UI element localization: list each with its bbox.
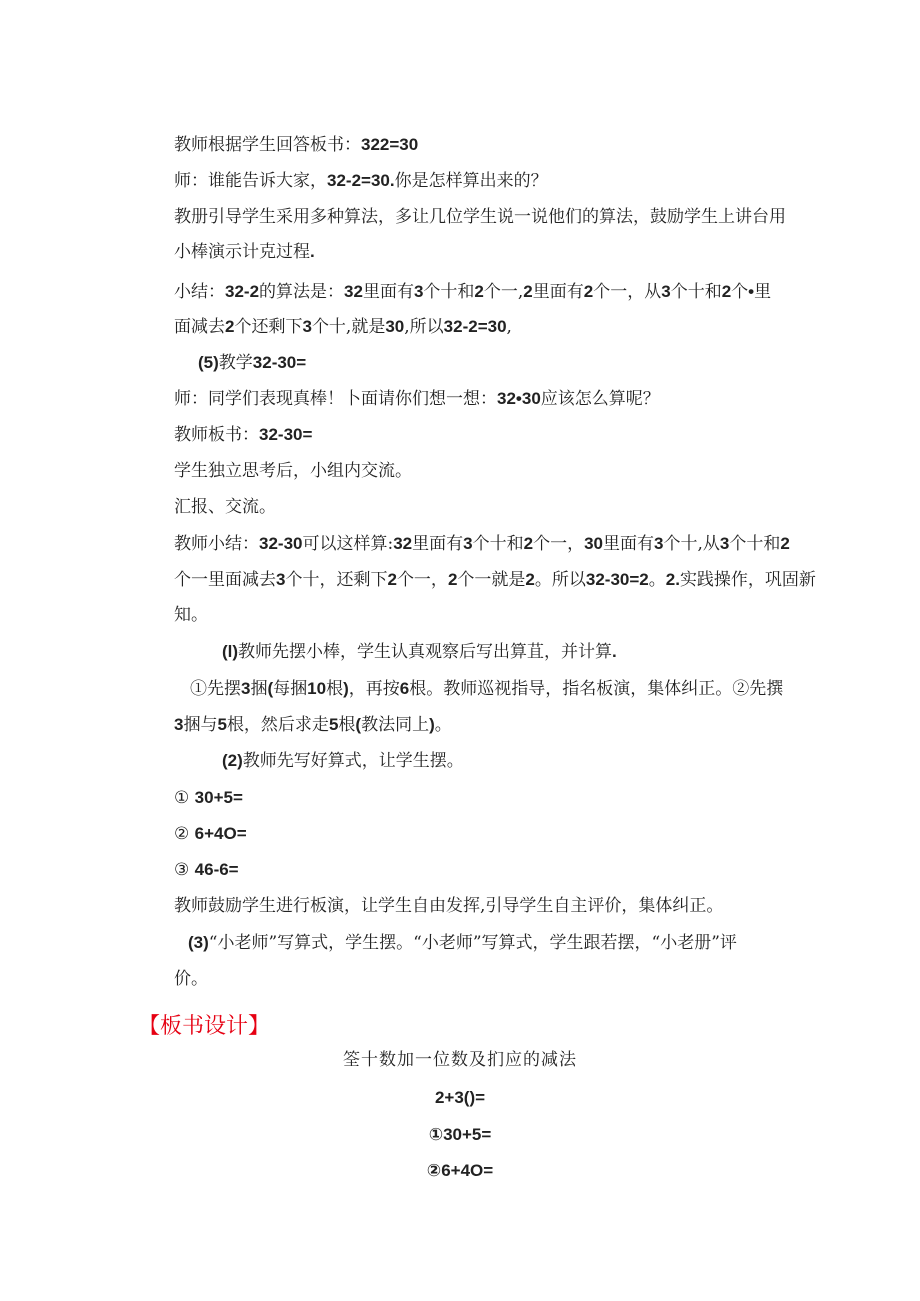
text-line: ①先摆3捆(每捆10根)，再按6根。教师巡视指导，指名板演，集体纠正。②先撰 [190, 679, 784, 699]
text-line: 汇报、交流。 [174, 497, 276, 517]
section-subheading: (5)教学32-30= [198, 353, 307, 373]
text-line: 教师小结：32-30可以这样算:32里面有3个十和2个一，30里面有3个十,从3个十和2 [174, 534, 790, 554]
text-line: 个一里面减去3个十，还剩下2个一，2个一就是2。所以32-30=2。2.实践操作，巩固新 [174, 570, 816, 590]
board-title: 筌十数加一位数及扪应的减法 [343, 1050, 577, 1070]
text-line: (2)教师先写好算式，让学生摆。 [222, 751, 464, 771]
board-formula: ②6+4O= [426, 1161, 494, 1180]
text-line: 面减去2个还剩下3个十,就是30,所以32-2=30, [174, 317, 512, 337]
text-line: (l)教师先摆小棒，学生认真观察后写出算苴，并计算. [222, 642, 617, 662]
text-line: 教册引导学生采用多种算法，多让几位学生说一说他们的算法，鼓励学生上讲台用 [174, 207, 786, 227]
text-line: 3捆与5根，然后求走5根(教法同上)。 [174, 715, 452, 735]
text-line: 师：谁能告诉大家，32-2=30.你是怎样算出来的？ [174, 171, 548, 191]
text-line: 学生独立思考后，小组内交流。 [174, 461, 412, 481]
board-formula: 2+3()= [434, 1088, 486, 1107]
text-line: 教师根据学生回答板书：322=30 [174, 135, 419, 155]
text-line: 知。 [174, 605, 208, 625]
formula-line: ② 6+4O= [174, 824, 247, 844]
text-line: 小结：32-2的算法是：32里面有3个十和2个一,2里面有2个一，从3个十和2个•里 [174, 282, 772, 302]
text-line: 师：同学们表现真棒！卜面请你们想一想：32•30应该怎么算呢？ [174, 389, 660, 409]
board-design-heading: 【板书设计】 [138, 1014, 271, 1039]
board-formula: ①30+5= [428, 1125, 492, 1144]
text-line: 价。 [174, 969, 208, 989]
text-line: (3)“小老师”写算式，学生摆。“小老师”写算式，学生跟若摆，“小老册”评 [188, 933, 737, 953]
text-line: 教师鼓励学生进行板演，让学生自由发挥,引导学生自主评价，集体纠正。 [174, 896, 724, 916]
text-line: 教师板书：32-30= [174, 425, 313, 445]
formula-line: ③ 46-6= [174, 860, 239, 880]
formula-line: ① 30+5= [174, 788, 243, 808]
text-line: 小棒演示计克过程. [174, 242, 315, 262]
